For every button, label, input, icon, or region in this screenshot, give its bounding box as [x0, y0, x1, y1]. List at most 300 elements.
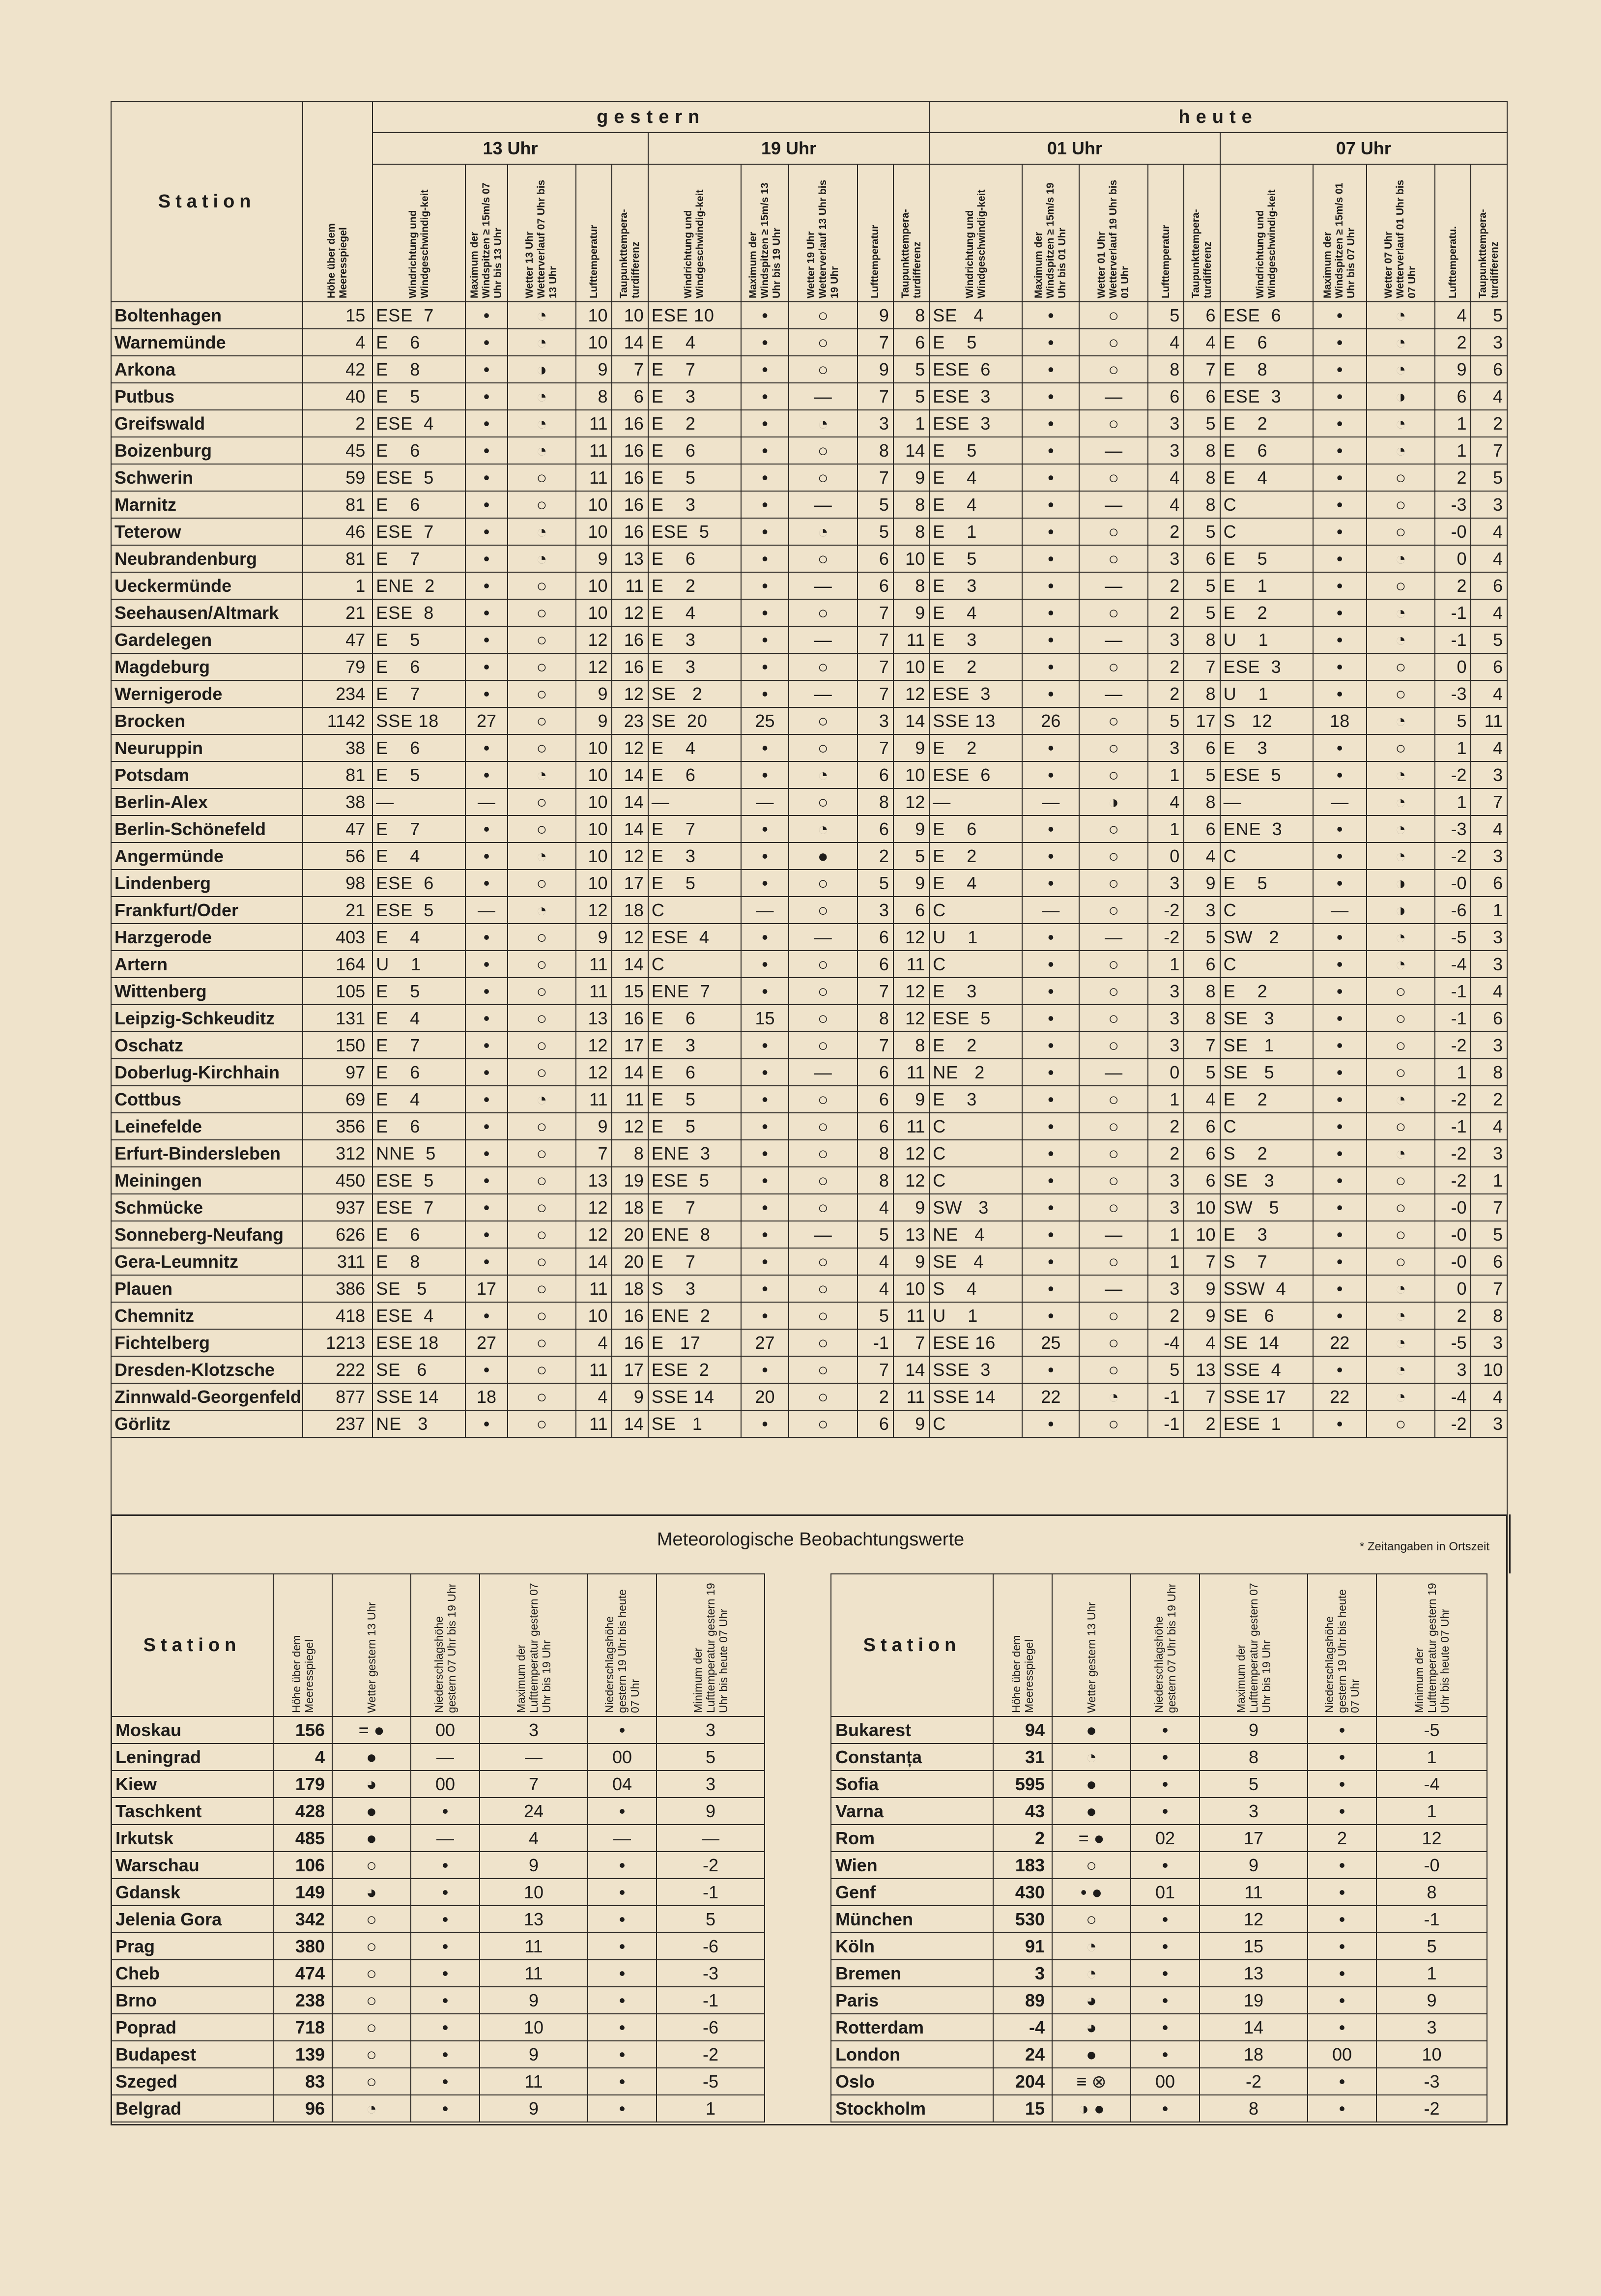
max-temp-cell: 9 [1200, 1716, 1308, 1744]
wind-cell: SE 6 [1220, 1302, 1313, 1329]
weather-cell: ◑ ● [1052, 2095, 1131, 2122]
wind-cell: U 1 [1220, 680, 1313, 707]
precip-day-header: Niederschlagshöhe gestern 07 Uhr bis 19 Uhr [411, 1574, 480, 1716]
temperature-cell: 6 [858, 1086, 893, 1113]
gust-cell: • [1313, 870, 1367, 897]
wind-cell: E 3 [929, 1086, 1022, 1113]
station-name: Prag [111, 1933, 273, 1960]
gust-cell: • [741, 1032, 789, 1059]
col-max-13: Maximum der Windspitzen ≥ 15m/s 07 Uhr bis 13 Uhr [465, 164, 507, 302]
gust-cell: • [1022, 437, 1079, 464]
temperature-cell: 9 [858, 356, 893, 383]
gust-cell: • [1313, 680, 1367, 707]
weather-cell: ○ [1079, 707, 1148, 734]
gust-cell: • [741, 1410, 789, 1437]
table-row [111, 680, 1507, 707]
weather-cell: ◑ [1367, 870, 1435, 897]
dewpoint-cell: 16 [612, 464, 648, 491]
station-altitude: 626 [303, 1221, 372, 1248]
temperature-cell: 0 [1435, 1275, 1471, 1302]
table-row [831, 1798, 1487, 1825]
temperature-cell: 1 [1148, 1086, 1184, 1113]
dewpoint-cell: 3 [1471, 843, 1507, 870]
temperature-cell: 10 [576, 1302, 612, 1329]
table-row [831, 2095, 1487, 2122]
max-temp-cell: 3 [1200, 1798, 1308, 1825]
precip-day-cell: • [1131, 2041, 1200, 2068]
weather-cell: ○ [1079, 1032, 1148, 1059]
temperature-cell: 3 [1148, 1032, 1184, 1059]
dewpoint-cell: 13 [893, 1221, 929, 1248]
weather-cell: ○ [508, 1302, 576, 1329]
dewpoint-cell: 14 [612, 788, 648, 815]
min-temp-cell: 8 [1376, 1879, 1487, 1906]
gust-cell: • [465, 978, 507, 1005]
temperature-cell: -2 [1148, 924, 1184, 951]
temperature-cell: 7 [576, 1140, 612, 1167]
empty-row [111, 1437, 1507, 1464]
time-07-header: 07 Uhr [1220, 133, 1507, 164]
temperature-cell: 3 [1148, 870, 1184, 897]
dewpoint-cell: 8 [1184, 464, 1220, 491]
temperature-cell: 2 [858, 843, 893, 870]
gust-cell: • [1022, 870, 1079, 897]
temperature-cell: -2 [1435, 1410, 1471, 1437]
wind-cell: ENE 3 [1220, 815, 1313, 843]
dewpoint-cell: 4 [1471, 518, 1507, 545]
precip-day-cell: 00 [1131, 2068, 1200, 2095]
weather-cell: = ● [332, 1716, 411, 1744]
weather-cell: ○ [789, 1032, 858, 1059]
weather-cell: ◔ [1367, 1140, 1435, 1167]
wind-cell: SE 3 [1220, 1005, 1313, 1032]
precip-day-cell: — [411, 1825, 480, 1852]
wind-cell: E 3 [1220, 734, 1313, 761]
weather-cell: ○ [508, 815, 576, 843]
dewpoint-cell: 5 [1184, 1059, 1220, 1086]
precip-day-cell: 00 [411, 1771, 480, 1798]
wind-cell: ESE 7 [372, 518, 465, 545]
wind-cell: E 8 [372, 1248, 465, 1275]
min-temp-cell: 10 [1376, 2041, 1487, 2068]
station-name: Frankfurt/Oder [111, 897, 303, 924]
dewpoint-cell: 8 [1471, 1302, 1507, 1329]
temperature-cell: 0 [1435, 653, 1471, 680]
weather-cell: ● [1052, 1716, 1131, 1744]
min-temp-cell: 9 [657, 1798, 765, 1825]
gust-cell: • [741, 924, 789, 951]
gust-cell: 15 [741, 1005, 789, 1032]
weather-cell: ○ [1052, 1852, 1131, 1879]
max-temp-cell: 14 [1200, 2014, 1308, 2041]
dewpoint-cell: 13 [612, 545, 648, 572]
wind-cell: ENE 3 [648, 1140, 741, 1167]
dewpoint-cell: 12 [893, 1167, 929, 1194]
temperature-cell: 1 [1435, 788, 1471, 815]
weather-cell: ○ [1079, 518, 1148, 545]
station-name: Rotterdam [831, 2014, 993, 2041]
temperature-cell: 2 [1148, 518, 1184, 545]
gust-cell: 17 [465, 1275, 507, 1302]
gust-cell: • [1313, 734, 1367, 761]
max-temp-cell: 11 [1200, 1879, 1308, 1906]
dewpoint-cell: 4 [1471, 815, 1507, 843]
station-header: Station [111, 1574, 273, 1716]
temperature-cell: 6 [858, 815, 893, 843]
gust-cell: • [741, 1221, 789, 1248]
dewpoint-cell: 6 [1471, 572, 1507, 599]
gust-cell: • [741, 626, 789, 653]
gust-cell: • [741, 1167, 789, 1194]
weather-cell: ○ [1079, 1113, 1148, 1140]
gust-cell: • [1022, 410, 1079, 437]
gust-cell: • [1022, 653, 1079, 680]
max-temp-cell: 13 [480, 1906, 588, 1933]
col-wind-19: Windrichtung und Windgeschwindig-keit [648, 164, 741, 302]
dewpoint-cell: 9 [893, 599, 929, 626]
gust-cell: • [741, 329, 789, 356]
col-dew-19: Taupunkttempera-turdifferenz [893, 164, 929, 302]
time-13-header: 13 Uhr [372, 133, 648, 164]
table-row [831, 1825, 1487, 1852]
gust-cell: • [741, 410, 789, 437]
temperature-cell: -0 [1435, 1221, 1471, 1248]
weather-cell: ○ [789, 1248, 858, 1275]
weather-cell: ○ [789, 1005, 858, 1032]
weather-cell: ○ [332, 1987, 411, 2014]
precip-night-cell: • [588, 1960, 657, 1987]
temperature-cell: -2 [1148, 897, 1184, 924]
table-row [111, 1221, 1507, 1248]
precip-day-cell: • [1131, 2014, 1200, 2041]
gust-cell: • [465, 680, 507, 707]
wind-cell: E 7 [372, 815, 465, 843]
gust-cell: 20 [741, 1383, 789, 1410]
precip-day-cell: • [411, 2095, 480, 2122]
weather-cell: ◔ [508, 329, 576, 356]
temperature-cell: 9 [576, 924, 612, 951]
temperature-cell: 11 [576, 1086, 612, 1113]
col-wind-13: Windrichtung und Windgeschwindig-keit [372, 164, 465, 302]
weather-cell: ◔ [508, 302, 576, 329]
weather-cell: ○ [789, 1140, 858, 1167]
gust-cell: • [741, 599, 789, 626]
weather-cell: ○ [508, 653, 576, 680]
station-name: Gardelegen [111, 626, 303, 653]
table-row [111, 1383, 1507, 1410]
station-name: Gdansk [111, 1879, 273, 1906]
temperature-cell: 2 [1148, 572, 1184, 599]
temperature-cell: -2 [1435, 1032, 1471, 1059]
dewpoint-cell: 3 [1471, 1410, 1507, 1437]
temperature-cell: 12 [576, 653, 612, 680]
weather-cell: ◕ [1052, 1987, 1131, 2014]
max-temp-cell: 8 [1200, 2095, 1308, 2122]
table-row [831, 1744, 1487, 1771]
table-row [831, 1771, 1487, 1798]
table-row [111, 2068, 765, 2095]
dewpoint-cell: 3 [1471, 924, 1507, 951]
temperature-cell: -2 [1435, 1140, 1471, 1167]
precip-night-cell: • [1308, 1716, 1376, 1744]
table-row [111, 843, 1507, 870]
wind-cell: — [648, 788, 741, 815]
gust-cell: • [1022, 1194, 1079, 1221]
wind-cell: SE 6 [372, 1356, 465, 1383]
dewpoint-cell: 2 [1471, 1086, 1507, 1113]
weather-cell: ○ [1079, 356, 1148, 383]
gust-cell: • [465, 843, 507, 870]
gust-cell: 18 [465, 1383, 507, 1410]
station-name: München [831, 1906, 993, 1933]
gust-cell: • [465, 761, 507, 788]
min-temp-cell: 5 [657, 1906, 765, 1933]
wind-cell: E 4 [372, 843, 465, 870]
table-row [111, 815, 1507, 843]
temperature-cell: 11 [576, 464, 612, 491]
dewpoint-cell: 9 [1184, 870, 1220, 897]
station-name: Brno [111, 1987, 273, 2014]
wind-cell: ESE 6 [929, 761, 1022, 788]
wind-cell: ESE 3 [929, 680, 1022, 707]
dewpoint-cell: 12 [612, 680, 648, 707]
wind-cell: E 7 [648, 1194, 741, 1221]
table-row [831, 2068, 1487, 2095]
dewpoint-cell: 19 [612, 1167, 648, 1194]
wind-cell: SSW 4 [1220, 1275, 1313, 1302]
precip-day-cell: • [1131, 1906, 1200, 1933]
weather-cell: ○ [789, 1329, 858, 1356]
precip-night-cell: 2 [1308, 1825, 1376, 1852]
temperature-cell: 2 [1435, 572, 1471, 599]
dewpoint-cell: 12 [612, 1113, 648, 1140]
weather-cell: ○ [332, 1852, 411, 1879]
col-temp-07: Lufttemperatu. [1435, 164, 1471, 302]
gust-cell: • [465, 518, 507, 545]
wind-cell: E 2 [648, 572, 741, 599]
wind-cell: ESE 2 [648, 1356, 741, 1383]
precip-day-cell: • [1131, 1716, 1200, 1744]
station-altitude: 342 [273, 1906, 332, 1933]
temperature-cell: 5 [858, 491, 893, 518]
gust-cell: • [1313, 1140, 1367, 1167]
dewpoint-cell: 12 [893, 924, 929, 951]
wind-cell: E 3 [929, 572, 1022, 599]
station-altitude: 45 [303, 437, 372, 464]
gust-cell: • [741, 437, 789, 464]
gust-cell: • [465, 1032, 507, 1059]
max-temp-cell: 9 [480, 2095, 588, 2122]
gust-cell: • [465, 1140, 507, 1167]
temperature-cell: 10 [576, 518, 612, 545]
station-name: Oslo [831, 2068, 993, 2095]
wind-cell: E 5 [648, 1113, 741, 1140]
dewpoint-cell: 8 [1471, 1059, 1507, 1086]
min-temp-cell: -5 [1376, 1716, 1487, 1744]
station-altitude: 1142 [303, 707, 372, 734]
gust-cell: • [1022, 1221, 1079, 1248]
altitude-header: Höhe über dem Meeresspiegel [273, 1574, 332, 1716]
dewpoint-cell: 9 [893, 464, 929, 491]
temperature-cell: 9 [576, 1113, 612, 1140]
wind-cell: E 4 [372, 1086, 465, 1113]
dewpoint-cell: 11 [612, 572, 648, 599]
dewpoint-cell: 1 [1471, 897, 1507, 924]
wind-cell: E 5 [929, 545, 1022, 572]
dewpoint-cell: 5 [893, 843, 929, 870]
weather-cell: ○ [508, 1356, 576, 1383]
wind-cell: E 5 [648, 870, 741, 897]
gust-cell: • [1313, 1194, 1367, 1221]
station-name: Leipzig-Schkeuditz [111, 1005, 303, 1032]
precip-day-cell: 01 [1131, 1879, 1200, 1906]
gust-cell: • [1022, 1302, 1079, 1329]
wind-cell: S 4 [929, 1275, 1022, 1302]
station-altitude: 312 [303, 1140, 372, 1167]
precip-day-cell: • [411, 1933, 480, 1960]
temperature-cell: 3 [1148, 437, 1184, 464]
precip-day-header: Niederschlagshöhe gestern 07 Uhr bis 19 Uhr [1131, 1574, 1200, 1716]
gust-cell: • [465, 734, 507, 761]
station-name: Bukarest [831, 1716, 993, 1744]
station-altitude: 59 [303, 464, 372, 491]
gust-cell: • [741, 680, 789, 707]
wind-cell: SE 20 [648, 707, 741, 734]
weather-cell: ○ [1079, 978, 1148, 1005]
dewpoint-cell: 12 [612, 734, 648, 761]
precip-day-cell: • [411, 1798, 480, 1825]
wind-cell: E 3 [648, 653, 741, 680]
weather-cell: — [789, 1221, 858, 1248]
dewpoint-cell: 12 [893, 1140, 929, 1167]
weather-cell: ◔ [1367, 302, 1435, 329]
weather-cell: ◔ [508, 410, 576, 437]
precip-day-cell: • [411, 1852, 480, 1879]
min-temp-cell: -2 [1376, 2095, 1487, 2122]
temperature-cell: 1 [1435, 734, 1471, 761]
weather-cell: ◔ [1367, 329, 1435, 356]
weather-cell: ○ [1052, 1906, 1131, 1933]
gust-cell: • [741, 1059, 789, 1086]
weather-cell: ○ [1079, 1167, 1148, 1194]
gust-cell: • [1022, 599, 1079, 626]
table-row [111, 1744, 765, 1771]
station-altitude: 238 [273, 1987, 332, 2014]
station-altitude: 89 [993, 1987, 1052, 2014]
temperature-cell: -0 [1435, 1248, 1471, 1275]
temperature-cell: 3 [1148, 1275, 1184, 1302]
station-name: Sofia [831, 1771, 993, 1798]
station-name: Warnemünde [111, 329, 303, 356]
wind-cell: SSE 13 [929, 707, 1022, 734]
max-temp-cell: 12 [1200, 1906, 1308, 1933]
temperature-cell: 13 [576, 1167, 612, 1194]
wind-cell: E 5 [372, 383, 465, 410]
weather-cell: ○ [1367, 1194, 1435, 1221]
precip-night-cell: • [588, 1798, 657, 1825]
dewpoint-cell: 8 [1184, 978, 1220, 1005]
weather-cell: ○ [789, 1302, 858, 1329]
table-row [831, 1879, 1487, 1906]
gust-cell: • [1313, 1302, 1367, 1329]
wind-cell: ENE 8 [648, 1221, 741, 1248]
dewpoint-cell: 9 [612, 1383, 648, 1410]
weather-cell: ○ [332, 2041, 411, 2068]
station-name: Ueckermünde [111, 572, 303, 599]
max-temp-cell: 24 [480, 1798, 588, 1825]
min-temp-cell: -1 [657, 1879, 765, 1906]
wind-cell: ESE 7 [372, 302, 465, 329]
wind-cell: — [929, 788, 1022, 815]
precip-night-cell: • [1308, 1798, 1376, 1825]
dewpoint-cell: 14 [612, 329, 648, 356]
wind-cell: SW 5 [1220, 1194, 1313, 1221]
temperature-cell: -1 [1435, 1005, 1471, 1032]
temperature-cell: 7 [858, 329, 893, 356]
temperature-cell: 4 [858, 1248, 893, 1275]
wind-cell: E 2 [929, 1032, 1022, 1059]
wind-cell: E 4 [372, 924, 465, 951]
temperature-cell: 11 [576, 437, 612, 464]
temperature-cell: 3 [1148, 626, 1184, 653]
min-temp-cell: 3 [1376, 2014, 1487, 2041]
dewpoint-cell: 17 [612, 870, 648, 897]
table-row [111, 410, 1507, 437]
temperature-cell: 1 [1148, 951, 1184, 978]
temperature-cell: -2 [1435, 761, 1471, 788]
table-row [831, 1716, 1487, 1744]
gust-cell: • [465, 1410, 507, 1437]
gust-cell: • [1022, 734, 1079, 761]
temperature-cell: 3 [1435, 1356, 1471, 1383]
weather-cell: ○ [789, 788, 858, 815]
wind-cell: E 8 [1220, 356, 1313, 383]
wind-cell: E 6 [648, 545, 741, 572]
station-altitude: 430 [993, 1879, 1052, 1906]
station-altitude: 4 [303, 329, 372, 356]
weather-cell: ◑ [1367, 383, 1435, 410]
weather-cell: ○ [789, 897, 858, 924]
wind-cell: ESE 8 [372, 599, 465, 626]
precip-night-cell: • [588, 1987, 657, 2014]
precip-night-cell: • [588, 2014, 657, 2041]
weather-cell: — [1079, 572, 1148, 599]
min-temp-cell: -3 [1376, 2068, 1487, 2095]
precip-night-cell: • [1308, 1852, 1376, 1879]
dewpoint-cell: 6 [1184, 734, 1220, 761]
wind-cell: ESE 3 [929, 410, 1022, 437]
gust-cell: • [741, 653, 789, 680]
max-temp-cell: 8 [1200, 1744, 1308, 1771]
table-row [111, 518, 1507, 545]
weather-cell: ○ [789, 437, 858, 464]
weather-cell: ◔ [508, 1086, 576, 1113]
wind-cell: SSE 3 [929, 1356, 1022, 1383]
gust-cell: • [741, 1302, 789, 1329]
gust-cell: — [1022, 897, 1079, 924]
precip-night-cell: 00 [1308, 2041, 1376, 2068]
weather-cell: ○ [1367, 1032, 1435, 1059]
weather-cell: ○ [789, 1086, 858, 1113]
temperature-cell: 2 [1148, 599, 1184, 626]
wind-cell: SW 2 [1220, 924, 1313, 951]
station-altitude: 237 [303, 1410, 372, 1437]
weather-cell: — [1079, 1275, 1148, 1302]
weather-cell: ◕ [332, 1879, 411, 1906]
wind-cell: E 2 [648, 410, 741, 437]
weather-cell: — [1079, 1059, 1148, 1086]
station-name: Belgrad [111, 2095, 273, 2122]
